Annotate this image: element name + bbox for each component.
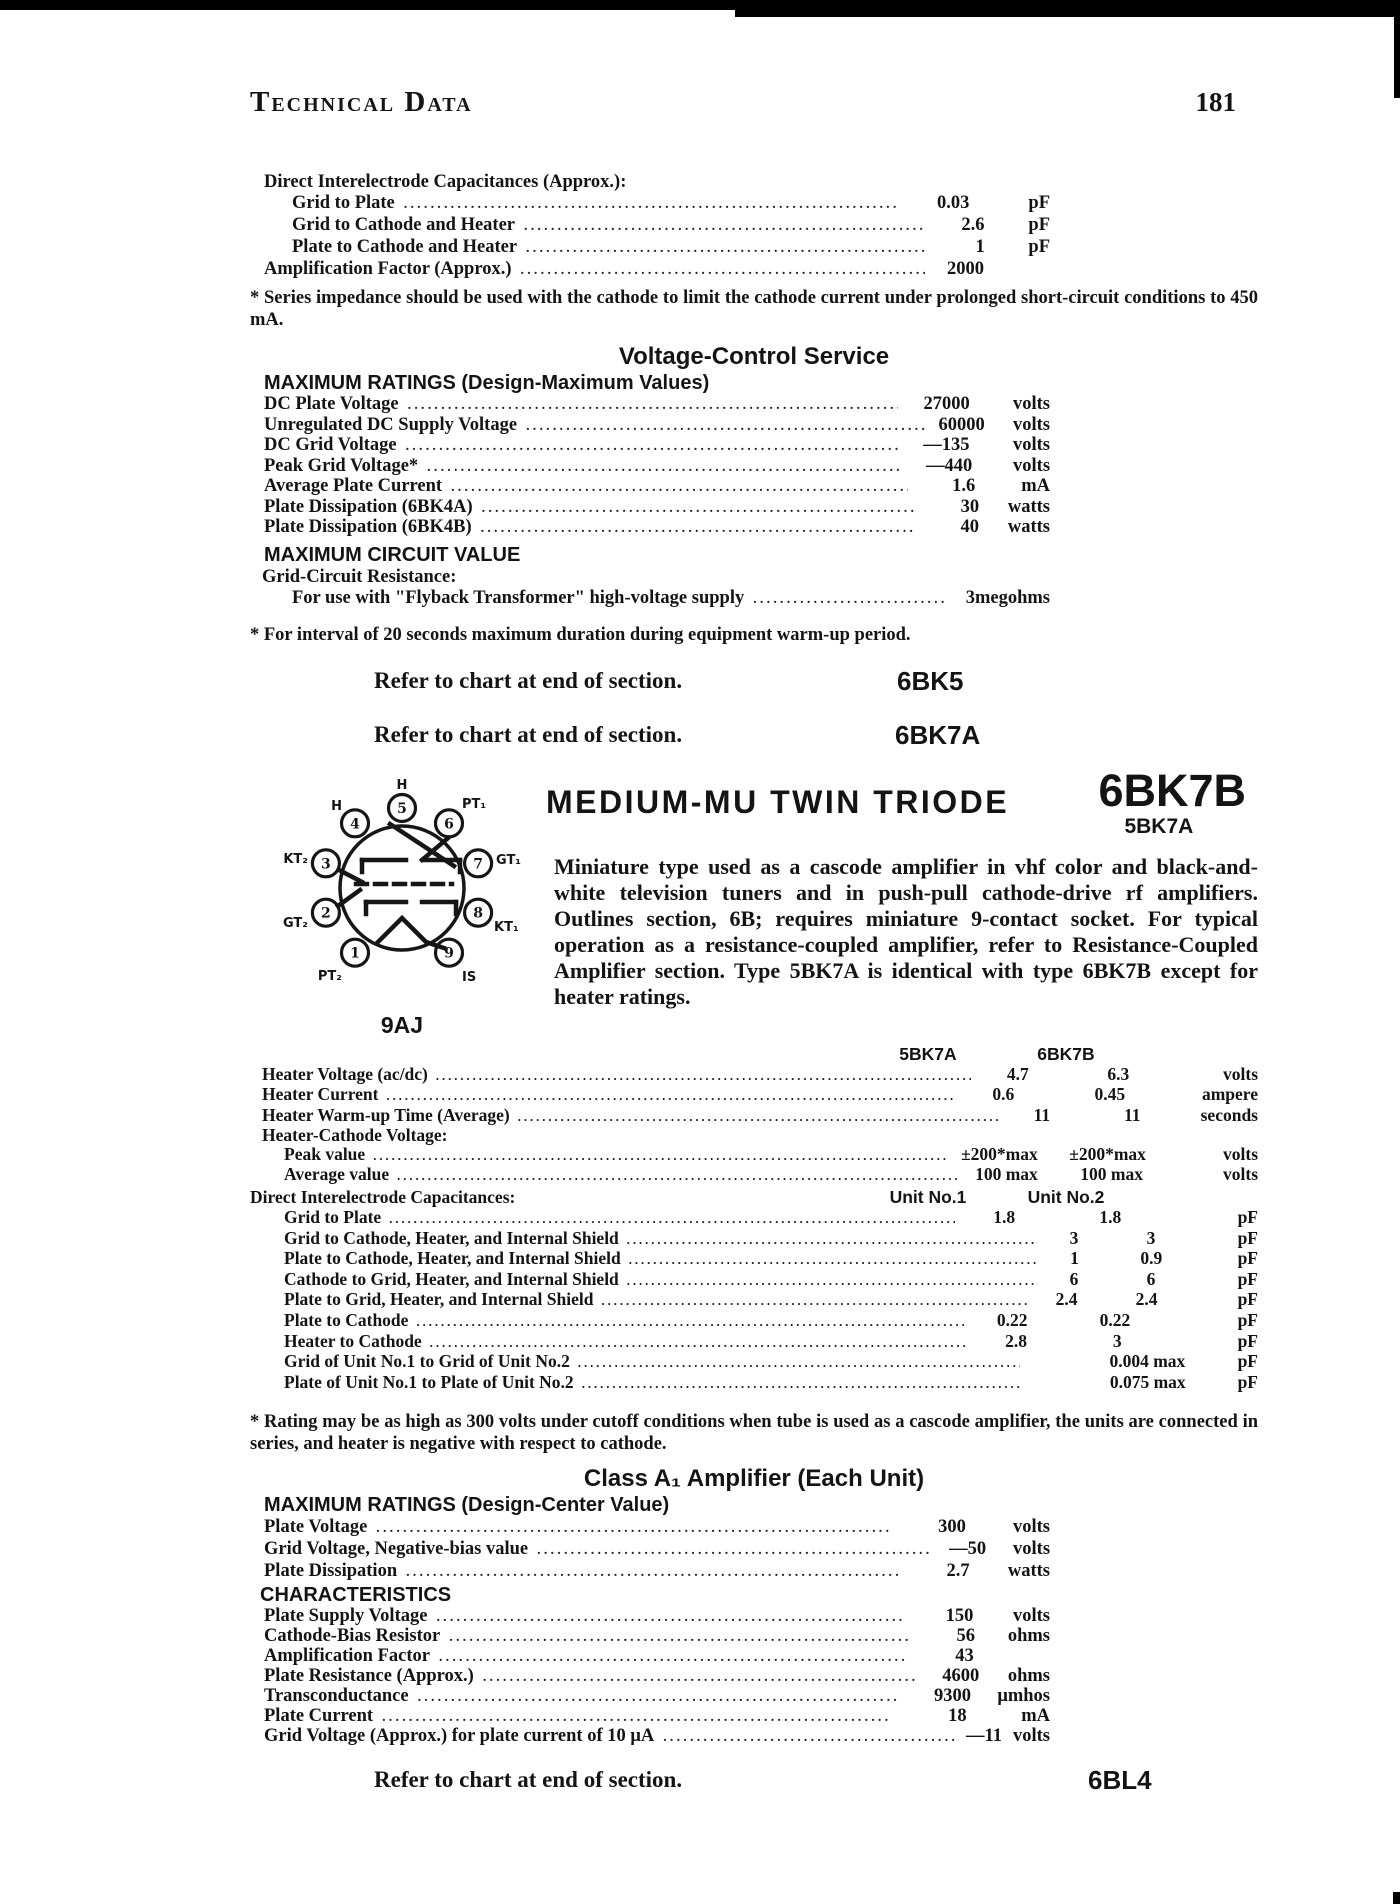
heater-table-row (250, 1106, 1258, 1127)
value-5bk7a: 1.8 (993, 1207, 1016, 1228)
spec-row (250, 1647, 1050, 1667)
spec-label: Heater Warm-up Time (Average) (262, 1104, 510, 1125)
basing-designation: 9AJ (380, 1011, 424, 1038)
value-6bk7b: 0.45 (1094, 1084, 1126, 1105)
dot-leader (474, 1668, 916, 1687)
flyback-row (250, 588, 1050, 610)
page-title: Technical Data (250, 86, 473, 118)
value-5bk7a: 100 max (975, 1164, 1038, 1185)
pin-label: KT₂ (283, 851, 308, 867)
spec-label: Plate Dissipation (264, 1561, 398, 1582)
value-5bk7a: 4.7 (1006, 1063, 1029, 1084)
dot-leader (621, 1251, 1039, 1270)
spec-label: Heater-Cathode Voltage: (262, 1125, 448, 1146)
spec-value: 9300 (934, 1686, 972, 1707)
spec-row (250, 1727, 1050, 1747)
dot-leader (744, 590, 947, 610)
heater-table-row (250, 1311, 1258, 1332)
interelectrode-capacitance-section (250, 171, 1050, 281)
spec-label: Plate Supply Voltage (264, 1606, 428, 1627)
refer-line-6bk5 (250, 665, 1258, 698)
pin-label: GT₂ (282, 915, 308, 931)
spec-row (250, 477, 1050, 498)
flyback-row-wrap (250, 588, 1050, 610)
spec-label: Grid Voltage, Negative-bias value (264, 1539, 529, 1560)
spec-unit: pF (1237, 1310, 1258, 1331)
heater-table-row (250, 1165, 1258, 1186)
heater-table-row (250, 1065, 1258, 1086)
dot-leader (510, 1108, 1000, 1127)
dot-leader (440, 1628, 908, 1647)
pin-label: GT₁ (496, 852, 522, 868)
value-6bk7b: 11 (1124, 1104, 1141, 1125)
class-a-ratings-rows (250, 1517, 1050, 1583)
pin-number: 3 (321, 855, 331, 872)
spec-value: 4600 (942, 1666, 980, 1687)
spec-label: Direct Interelectrode Capacitances: (250, 1187, 516, 1208)
spec-unit: watts (1007, 1561, 1050, 1582)
spec-label: Unregulated DC Supply Voltage (264, 414, 518, 435)
pin-number: 2 (321, 905, 331, 922)
spec-value: 0.03 (936, 193, 970, 213)
dot-leader (365, 1147, 949, 1166)
spec-unit: pF (1028, 193, 1050, 213)
medium-mu-heading-row (546, 764, 1258, 854)
voltage-control-heading: Voltage-Control Service (618, 343, 890, 370)
spec-unit: pF (1028, 215, 1050, 235)
spec-label: Plate Voltage (264, 1517, 368, 1538)
dot-leader (399, 396, 898, 416)
spec-value: —50 (949, 1539, 987, 1560)
dot-leader (395, 195, 897, 215)
heater-table-row (250, 1270, 1258, 1291)
spec-label: Plate Dissipation (6BK4A) (264, 496, 473, 517)
dot-leader (428, 1067, 971, 1086)
spec-unit: volts (1013, 414, 1050, 435)
characteristics-title: CHARACTERISTICS (260, 1584, 452, 1607)
dot-leader (473, 499, 916, 519)
pin-number: 6 (444, 815, 454, 832)
spec-value: 27000 (923, 394, 970, 414)
value-5bk7a: ±200*max (961, 1143, 1038, 1164)
value-5bk7a: 11 (1033, 1104, 1051, 1125)
pin-label: PT₂ (317, 968, 342, 984)
dot-leader (409, 1688, 901, 1707)
pin-label: H (396, 777, 408, 793)
vcs-ratings-rows (250, 395, 1050, 539)
spec-row (250, 1667, 1050, 1687)
spec-row (250, 416, 1050, 437)
pin-number: 4 (350, 815, 360, 832)
value-6bk7b: 3 (1112, 1330, 1122, 1351)
class-a-max-ratings-title: MAXIMUM RATINGS (Design-Center Value) (264, 1494, 670, 1517)
spec-unit: volts (1223, 1164, 1258, 1185)
spec-value: 60000 (938, 414, 985, 435)
spec-label: Peak Grid Voltage* (264, 455, 419, 476)
refer-text: Refer to chart at end of section. (374, 721, 683, 747)
basing-diagram-block (250, 777, 554, 1039)
pin-number: 1 (350, 945, 360, 962)
dot-leader (367, 1518, 890, 1539)
spec-unit: μmhos (997, 1686, 1050, 1707)
pin-label: PT₁ (462, 796, 487, 812)
tube-code-6bl4: 6BL4 (1088, 1765, 1152, 1796)
value-6bk7b: 100 max (1080, 1164, 1143, 1185)
value-5bk7a: 6 (1069, 1268, 1079, 1289)
spec-label: Plate of Unit No.1 to Plate of Unit No.2 (284, 1371, 574, 1392)
refer-line-6bk7a (250, 719, 1258, 752)
spec-label: Cathode to Grid, Heater, and Internal Shield (284, 1268, 619, 1289)
spec-label: Heater Current (262, 1084, 379, 1105)
spec-row (250, 1539, 1050, 1561)
spec-unit: ohms (1007, 1626, 1050, 1647)
spec-row (250, 259, 1050, 281)
spec-unit: pF (1237, 1268, 1259, 1289)
spec-row (250, 1561, 1050, 1583)
spec-value: 2000 (947, 259, 985, 279)
heater-ratings-table (250, 1043, 1258, 1394)
pin-label: KT₁ (494, 919, 519, 935)
value-6bk7b: 6 (1146, 1268, 1156, 1289)
scan-artifact-bottom-mark (1393, 1892, 1400, 1904)
spec-unit: volts (1013, 394, 1050, 414)
spec-label: Plate to Cathode, Heater, and Internal Shield (284, 1248, 621, 1269)
spec-value: 56 (956, 1626, 976, 1647)
spec-unit: volts (1013, 455, 1051, 476)
dot-leader (381, 1210, 955, 1229)
value-6bk7b: 0.22 (1099, 1310, 1131, 1331)
value-6bk7b: ±200*max (1069, 1143, 1146, 1164)
spec-unit: volts (1013, 1539, 1051, 1560)
value-6bk7b: 3 (1146, 1227, 1156, 1248)
tube-code-block (1098, 764, 1258, 854)
value-6bk7b: 2.4 (1135, 1289, 1158, 1310)
spec-value: 150 (945, 1606, 974, 1627)
spec-unit: ohms (1007, 1666, 1051, 1687)
spec-label: Grid to Plate (284, 1207, 382, 1228)
dot-leader (619, 1231, 1038, 1250)
spec-unit: volts (1223, 1143, 1258, 1164)
heater-table-row (250, 1085, 1258, 1106)
spec-value: 1 (975, 237, 985, 257)
spec-label: DC Grid Voltage (264, 435, 397, 455)
dot-leader (422, 1334, 969, 1353)
pin-number: 7 (473, 855, 483, 872)
value-5bk7a: 1 (1070, 1248, 1079, 1269)
spec-row (250, 1687, 1050, 1707)
value-5bk7a: 2.8 (1005, 1330, 1027, 1351)
spec-label: Transconductance (264, 1686, 409, 1707)
dot-leader (389, 1167, 958, 1186)
value-6bk7b: 6.3 (1107, 1063, 1130, 1084)
spec-label: Plate to Cathode (284, 1310, 409, 1331)
refer-text: Refer to chart at end of section. (374, 667, 683, 693)
spec-row (250, 1707, 1050, 1727)
spec-label: Grid to Cathode and Heater (292, 215, 516, 235)
heater-table-row (250, 1332, 1258, 1353)
spec-row (250, 1517, 1050, 1539)
spec-label: Plate to Cathode and Heater (292, 237, 518, 257)
pin-label: IS (462, 969, 477, 985)
dot-leader (517, 239, 926, 259)
9-pin-basing-diagram (272, 776, 532, 1026)
spec-row (250, 436, 1050, 457)
spec-label: Peak value (284, 1143, 366, 1164)
tube-code-5bk7a: 5BK7A (1124, 814, 1194, 838)
dot-leader (397, 1562, 898, 1583)
spec-value: 30 (960, 496, 980, 517)
spec-unit: volts (1013, 435, 1050, 455)
dot-leader (619, 1272, 1038, 1291)
value-6bk7b: Unit No.2 (1027, 1187, 1105, 1208)
spec-value: 2.7 (946, 1561, 970, 1582)
series-impedance-footnote: * Series impedance should be used with the cathode to limit the cathode current under prolonged short-circuit conditions to 450 mA. (250, 288, 1258, 330)
spec-value: 300 (938, 1517, 966, 1538)
tube-code-6bk5: 6BK5 (897, 665, 964, 696)
spec-unit: pF (1237, 1289, 1258, 1310)
spec-unit: pF (1237, 1351, 1258, 1372)
spec-label: Cathode-Bias Resistor (264, 1626, 441, 1647)
value-5bk7a: 3 (1069, 1227, 1079, 1248)
spec-unit: volts (1223, 1063, 1258, 1084)
spec-value: 43 (955, 1646, 974, 1667)
heater-table-row (250, 1290, 1258, 1311)
spec-value: —11 (966, 1726, 1003, 1747)
spec-label: Grid to Cathode, Heater, and Internal Shield (284, 1227, 619, 1248)
spec-value: 40 (960, 517, 979, 537)
pin-number: 9 (444, 945, 454, 962)
heater-table-row (250, 1229, 1258, 1250)
spec-label: Heater Voltage (ac/dc) (262, 1063, 428, 1084)
medium-mu-title: MEDIUM-MU TWIN TRIODE (546, 783, 1010, 820)
dot-leader (427, 1608, 905, 1627)
spec-value: —440 (926, 455, 973, 476)
spec-unit: watts (1007, 517, 1050, 537)
vcs-max-ratings-title: MAXIMUM RATINGS (Design-Maximum Values) (264, 372, 710, 394)
page-content-column (250, 0, 1258, 1797)
spec-label: Heater to Cathode (284, 1330, 422, 1351)
dot-leader (373, 1708, 892, 1727)
dot-leader (472, 519, 916, 539)
heater-table-row (250, 1043, 1258, 1065)
spec-unit: volts (1013, 1517, 1050, 1538)
dot-leader (512, 261, 926, 281)
spec-label: For use with "Flyback Transformer" high-voltage supply (292, 587, 745, 608)
spec-label: Plate Current (264, 1706, 374, 1727)
running-header (250, 86, 1258, 119)
spec-value: 18 (948, 1706, 967, 1727)
spec-label: Plate to Grid, Heater, and Internal Shield (284, 1289, 594, 1310)
value-5bk7a: 2.4 (1055, 1289, 1078, 1310)
spec-unit: pF (1237, 1227, 1259, 1248)
spec-row (250, 193, 1050, 215)
heater-table-row (250, 1352, 1258, 1373)
tube-code-6bk7b: 6BK7B (1098, 764, 1246, 816)
spec-label: Average value (284, 1164, 390, 1185)
spec-unit: volts (1013, 1606, 1050, 1627)
spec-value: 2.6 (961, 215, 985, 235)
value-5bk7a: 5BK7A (899, 1043, 957, 1064)
max-circuit-value-title: MAXIMUM CIRCUIT VALUE (264, 543, 521, 566)
spec-unit: pF (1237, 1371, 1258, 1392)
spec-row (250, 498, 1050, 519)
heater-table-row (250, 1186, 1258, 1208)
dot-leader (397, 437, 898, 457)
pin-label: H (331, 798, 342, 814)
spec-unit: ampere (1201, 1084, 1259, 1105)
capacitance-section-title: Direct Interelectrode Capacitances (Approx.): (264, 172, 627, 192)
spec-label: DC Plate Voltage (264, 394, 399, 414)
heater-table-row (250, 1126, 1258, 1145)
heater-table-row (250, 1373, 1258, 1394)
spec-label: Plate Resistance (Approx.) (264, 1666, 474, 1687)
spec-value: 3 (965, 587, 975, 608)
dot-leader (654, 1728, 959, 1747)
refer-line-6bl4 (250, 1767, 1258, 1797)
spec-unit: pF (1237, 1207, 1259, 1228)
spec-unit: volts (1013, 1726, 1050, 1747)
value-6bk7b: 1.8 (1099, 1207, 1122, 1228)
spec-label: Grid to Plate (292, 193, 395, 213)
spec-label: Grid Voltage (Approx.) for plate current of 10 μA (264, 1726, 655, 1747)
value-6bk7b: 0.9 (1140, 1248, 1163, 1269)
spec-unit: seconds (1200, 1104, 1258, 1125)
class-a-heading: Class A₁ Amplifier (Each Unit) (583, 1465, 925, 1493)
spec-row (250, 215, 1050, 237)
spec-row (250, 237, 1050, 259)
spec-row (250, 395, 1050, 416)
dot-leader (418, 458, 903, 478)
value-5bk7a: 0.22 (996, 1310, 1028, 1331)
heater-table-row (250, 1249, 1258, 1270)
dot-leader (517, 417, 926, 437)
spec-label: Plate Dissipation (6BK4B) (264, 517, 472, 537)
spec-label: Amplification Factor (Approx.) (264, 259, 512, 279)
dot-leader (574, 1375, 1021, 1394)
page-number: 181 (1195, 87, 1236, 117)
cascode-rating-footnote: * Rating may be as high as 300 volts under cutoff conditions when tube is used as a cascode amplifier, the units are connected in series, and heater is negative with respect to cathode. (250, 1412, 1258, 1455)
tube-code-6bk7a: 6BK7A (895, 719, 981, 750)
spec-label: Average Plate Current (264, 476, 443, 496)
warmup-footnote: * For interval of 20 seconds maximum duration during equipment warm-up period. (250, 624, 911, 645)
dot-leader (430, 1648, 906, 1667)
spec-unit: pF (1028, 237, 1050, 257)
dot-leader (528, 1540, 929, 1561)
heater-table-row (250, 1145, 1258, 1166)
grid-circuit-resistance-label: Grid-Circuit Resistance: (262, 566, 457, 587)
spec-unit: mA (1021, 476, 1050, 496)
scan-artifact-right-edge (1394, 0, 1400, 98)
characteristics-rows (250, 1607, 1050, 1747)
value-6bk7b: 0.075 max (1109, 1371, 1186, 1392)
spec-label: Grid of Unit No.1 to Grid of Unit No.2 (284, 1351, 570, 1372)
value-5bk7a: Unit No.1 (889, 1187, 967, 1208)
refer-text: Refer to chart at end of section. (374, 1767, 683, 1793)
dot-leader (570, 1354, 1020, 1373)
dot-leader (515, 217, 926, 237)
spec-row (250, 457, 1050, 478)
value-6bk7b: 6BK7B (1037, 1043, 1095, 1064)
pin-number: 5 (397, 800, 407, 817)
spec-unit: megohms (974, 587, 1050, 608)
value-5bk7a: 0.6 (992, 1084, 1015, 1105)
spec-row (250, 1627, 1050, 1647)
pin-number: 8 (473, 905, 483, 922)
spec-value: —135 (923, 435, 970, 455)
spec-unit: pF (1237, 1248, 1258, 1269)
spec-unit: pF (1237, 1330, 1258, 1351)
capacitance-rows (250, 193, 1050, 281)
spec-label: Amplification Factor (264, 1646, 430, 1667)
dot-leader (378, 1087, 953, 1106)
spec-row (250, 1607, 1050, 1627)
spec-value: 1.6 (952, 476, 976, 496)
value-6bk7b: 0.004 max (1109, 1351, 1186, 1372)
tube-description-paragraph: Miniature type used as a cascode amplifier in vhf color and black-and-white television tuners and in push-pull cathode-drive rf amplifiers. Outlines section, 6B; requires miniature 9-contact socket. For typical operation as a resistance-coupled amplifier, refer to Resistance-Coupled Amplifier section. Type 5BK7A is identical with type 6BK7B except for heater ratings. (554, 853, 1258, 1009)
heater-table-row (250, 1208, 1258, 1229)
dot-leader (408, 1313, 964, 1332)
dot-leader (594, 1292, 1030, 1311)
dot-leader (442, 478, 908, 498)
spec-unit: watts (1007, 496, 1050, 517)
spec-row (250, 518, 1050, 539)
spec-unit: mA (1021, 1706, 1050, 1727)
